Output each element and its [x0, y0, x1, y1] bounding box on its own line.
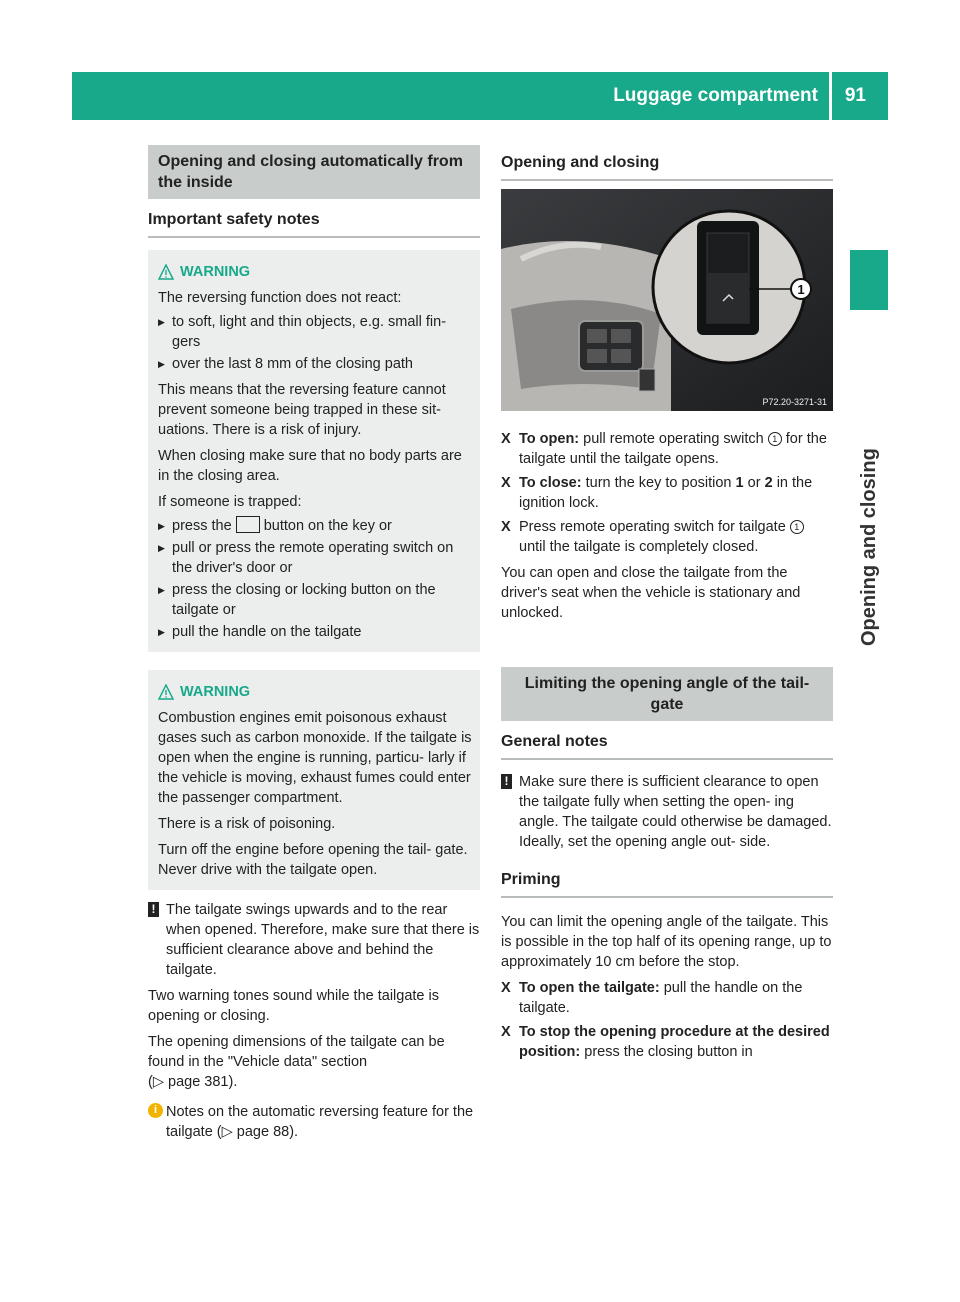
safety-notes-heading: Important safety notes — [148, 210, 480, 238]
notice-opening-angle: ! Make sure there is sufficient clearance to open the tailgate fully when setting the open- ing angle. The tailgate could otherwise be damaged. Ideally, set the opening angle out- side. — [501, 772, 833, 852]
photo-code: P72.20-3271-31 — [762, 397, 827, 407]
trapped-list — [158, 516, 472, 642]
warning-paragraph: Turn off the engine before opening the tail- gate. Never drive with the tailgate open. — [158, 842, 468, 878]
list-item: ▶ pull or press the remote operating switch on the driver's door or — [158, 538, 472, 578]
list-item: ▶ pull the handle on the tailgate — [158, 622, 472, 642]
warning-box-reversing — [148, 250, 480, 652]
notice-icon: ! — [501, 774, 512, 789]
warning-title: WARNING — [158, 682, 472, 702]
reversing-list — [158, 312, 472, 374]
list-item: ▶ press the button on the key or — [158, 516, 472, 536]
right-column — [501, 145, 833, 1062]
page-reference-link[interactable]: (▷ page 381). — [148, 1074, 238, 1090]
step-arrow-icon: X — [501, 1024, 511, 1040]
warning-paragraph: When closing make sure that no body parts are in the closing area. — [158, 448, 462, 484]
paragraph-dimensions: The opening dimensions of the tailgate can be found in the "Vehicle data" section (▷ page 381). — [148, 1034, 445, 1090]
header-separator — [829, 72, 832, 120]
step-item: X To open: pull remote operating switch 1 for the tailgate until the tailgate opens. — [501, 431, 827, 467]
paragraph-drivers-seat: You can open and close the tailgate from the driver's seat when the vehicle is stationary and unlocked. — [501, 565, 801, 621]
priming-heading: Priming — [501, 870, 833, 898]
step-item: X To open the tailgate: pull the handle on the tailgate. — [501, 980, 803, 1016]
paragraph-limit: You can limit the opening angle of the tailgate. This is possible in the top half of its opening range, up to approximately 10 cm before the stop. — [501, 914, 832, 970]
header-bar — [72, 72, 888, 120]
tailgate-key-icon — [236, 516, 260, 533]
step-arrow-icon: X — [501, 475, 511, 491]
step-arrow-icon: X — [501, 519, 511, 535]
list-item: ▶ to soft, light and thin objects, e.g. small fin- gers — [158, 312, 472, 352]
page-number: 91 — [844, 85, 866, 106]
photo-callout-1: 1 — [797, 282, 805, 297]
step-arrow-icon: X — [501, 431, 511, 447]
list-item: ▶ press the closing or locking button on the tailgate or — [158, 580, 472, 620]
warning-title: WARNING — [158, 262, 472, 282]
priming-steps — [501, 978, 833, 1062]
callout-1-icon: 1 — [790, 520, 804, 534]
step-item: X To close: turn the key to position 1 or 2 in the ignition lock. — [501, 475, 813, 511]
warning-paragraph: There is a risk of poisoning. — [158, 816, 336, 832]
paragraph-tones: Two warning tones sound while the tailgate is opening or closing. — [148, 988, 439, 1024]
warning-paragraph: Combustion engines emit poisonous exhaust gases such as carbon monoxide. If the tailgate is open when the engine is running, particu- larly if the vehicle is moving, exhaust fumes could enter the passenger compartment. — [158, 710, 472, 806]
step-item: X Press remote operating switch for tailgate 1 until the tailgate is completely closed. — [501, 517, 833, 557]
notice-clearance: ! The tailgate swings upwards and to the rear when opened. Therefore, make sure that there is sufficient clearance above and behind the tailgate. — [148, 900, 480, 980]
section-title: Luggage compartment — [613, 85, 818, 106]
section-heading: Opening and closing automatically from the inside — [148, 145, 480, 199]
chapter-label: Opening and closing — [858, 448, 880, 646]
info-icon: i — [148, 1103, 163, 1118]
general-notes-heading: General notes — [501, 732, 833, 760]
chapter-tab — [850, 250, 888, 310]
warning-paragraph: This means that the reversing feature cannot prevent someone being trapped in these sit- uations. There is a risk of injury. — [158, 382, 446, 438]
step-arrow-icon: X — [501, 980, 511, 996]
warning-box-exhaust — [148, 670, 480, 890]
door-switch-photo — [501, 189, 833, 411]
opening-closing-heading: Opening and closing — [501, 153, 833, 181]
notice-icon: ! — [148, 902, 159, 917]
warning-intro: The reversing function does not react: — [158, 290, 402, 306]
warning-paragraph: If someone is trapped: — [158, 494, 302, 510]
step-item: X To stop the opening procedure at the desired position: press the closing button in — [501, 1024, 830, 1060]
opening-steps — [501, 429, 833, 557]
left-column — [148, 145, 480, 1142]
callout-1-icon: 1 — [768, 432, 782, 446]
list-item: ▶ over the last 8 mm of the closing path — [158, 354, 472, 374]
limiting-angle-heading: Limiting the opening angle of the tail- gate — [501, 667, 833, 721]
info-note: i Notes on the automatic reversing feature for the tailgate (▷ page 88). — [148, 1102, 480, 1142]
warning-triangle-icon — [158, 264, 174, 280]
warning-triangle-icon — [158, 684, 174, 700]
